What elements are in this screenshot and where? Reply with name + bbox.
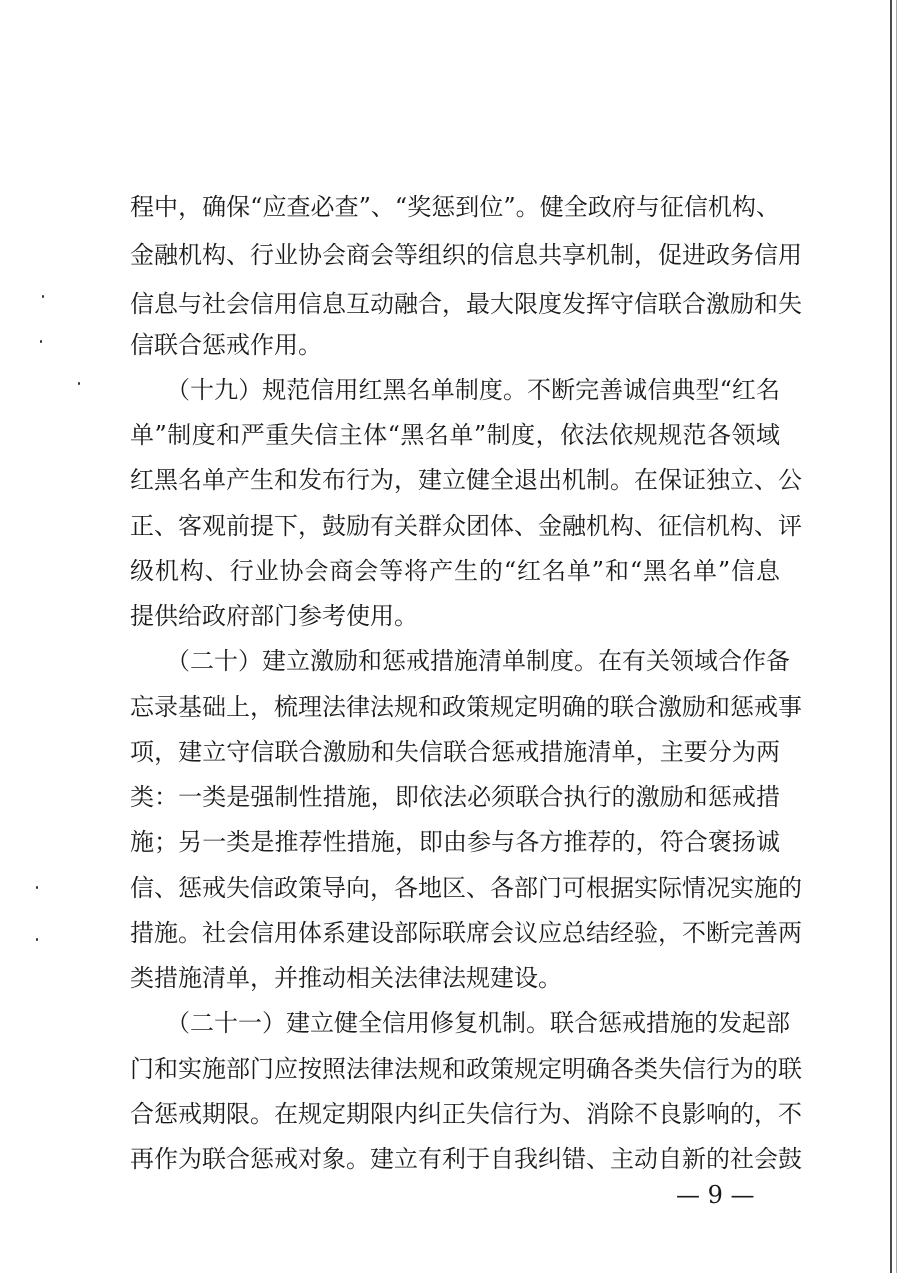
text-line: 施；另一类是推荐性措施，即由参与各方推荐的，符合褒扬诚: [130, 828, 780, 856]
text-line: 金融机构、行业协会商会等组织的信息共享机制，促进政务信用: [130, 241, 802, 269]
text-line: 信息与社会信用信息互动融合，最大限度发挥守信联合激励和失: [130, 290, 802, 318]
text-line: 措施。社会信用体系建设部际联席会议应总结经验，不断完善两: [130, 919, 802, 947]
text-line: 正、客观前提下，鼓励有关群众团体、金融机构、征信机构、评: [130, 512, 802, 540]
text-line: 级机构、行业协会商会等将产生的“红名单”和“黑名单”信息: [130, 557, 780, 585]
scan-speck: [40, 340, 42, 343]
text-line: 项，建立守信联合激励和失信联合惩戒措施清单，主要分为两: [130, 738, 780, 766]
text-line: 类措施清单，并推动相关法律法规建设。: [130, 964, 562, 992]
text-line: 程中，确保“应查必查”、“奖惩到位”。健全政府与征信机构、: [130, 193, 780, 221]
text-line: 合惩戒期限。在规定期限内纠正失信行为、消除不良影响的，不: [130, 1100, 802, 1128]
scan-speck: [36, 938, 38, 941]
text-line: 类：一类是强制性措施，即依法必须联合执行的激励和惩戒措: [130, 783, 780, 811]
section-heading-line: （二十）建立激励和惩戒措施清单制度。在有关领域合作备: [166, 647, 790, 675]
text-line: 单”制度和严重失信主体“黑名单”制度，依法依规规范各领域: [130, 421, 780, 449]
text-line: 门和实施部门应按照法律法规和政策规定明确各类失信行为的联: [130, 1055, 802, 1083]
scan-speck: [78, 382, 80, 385]
text-line: 提供给政府部门参考使用。: [130, 602, 418, 630]
scan-border-line: [896, 0, 897, 1273]
scan-border-line: [890, 0, 892, 1273]
section-heading-line: （二十一）建立健全信用修复机制。联合惩戒措施的发起部: [166, 1009, 790, 1037]
text-line: 信、惩戒失信政策导向，各地区、各部门可根据实际情况实施的: [130, 874, 802, 902]
text-line: 忘录基础上，梳理法律法规和政策规定明确的联合激励和惩戒事: [130, 693, 802, 721]
text-line: 再作为联合惩戒对象。建立有利于自我纠错、主动自新的社会鼓: [130, 1145, 802, 1173]
scan-speck: [36, 886, 38, 889]
section-heading-line: （十九）规范信用红黑名单制度。不断完善诚信典型“红名: [166, 376, 780, 404]
scan-speck: [42, 295, 44, 298]
text-line: 红黑名单产生和发布行为，建立健全退出机制。在保证独立、公: [130, 466, 802, 494]
text-line: 信联合惩戒作用。: [130, 331, 322, 359]
page-number: — 9 —: [676, 1181, 755, 1209]
